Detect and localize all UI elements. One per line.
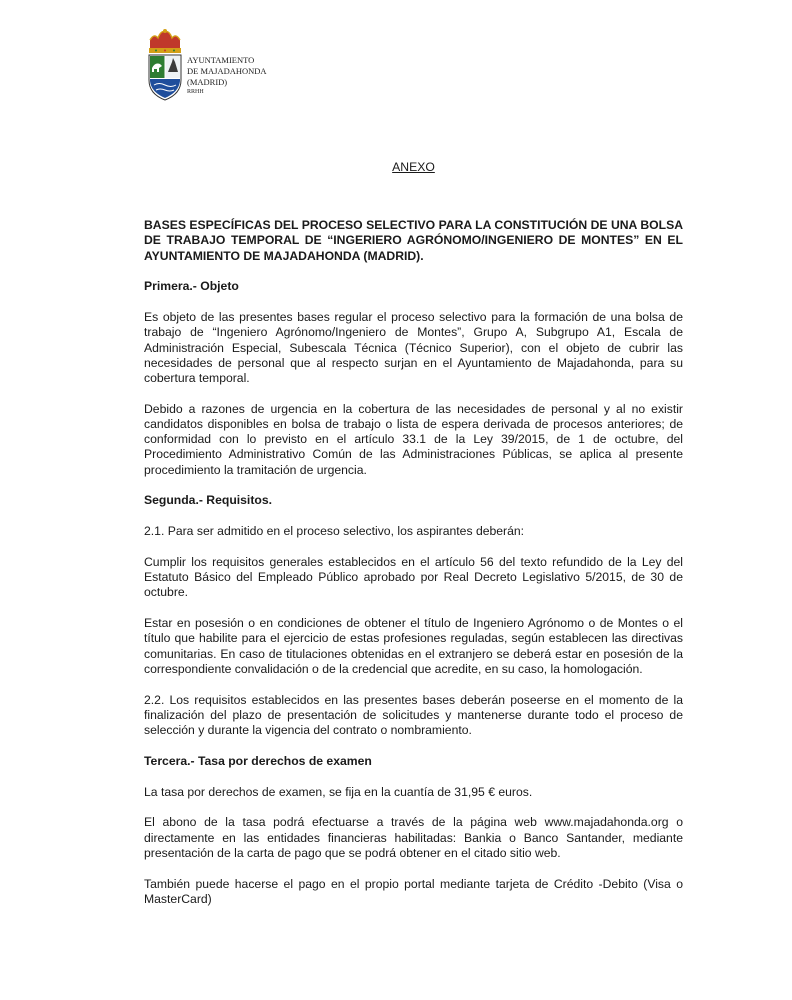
paragraph: 2.1. Para ser admitido en el proceso selectivo, los aspirantes deberán: (144, 524, 525, 539)
annex-label: ANEXO (392, 160, 435, 174)
letterhead (146, 28, 346, 104)
org-line-2: DE MAJADAHONDA (187, 66, 267, 76)
paragraph: Cumplir los requisitos generales establecidos en el artículo 56 del texto refundido de la Ley del Estatuto Básico del Empleado Público aprobado por Real Decreto Legislativo 5/2015, de 30 de octubre. (144, 555, 683, 600)
org-line-1: AYUNTAMIENTO (187, 55, 255, 65)
paragraph: 2.2. Los requisitos establecidos en las presentes bases deberán poseerse en el momento de la finalización del plazo de presentación de solicitudes y mantenerse durante todo el proceso de selección y durante la vigencia del contrato o nombramiento. (144, 692, 683, 738)
paragraph: La tasa por derechos de examen, se fija en la cuantía de 31,95 € euros. (144, 784, 533, 799)
document-title: BASES ESPECÍFICAS DEL PROCESO SELECTIVO PARA LA CONSTITUCIÓN DE UNA BOLSA DE TRABAJO TEMPORAL DE “INGERIERO AGRÓNOMO/INGENIERO DE MONTES” EN EL AYUNTAMIENTO DE MAJADAHONDA (MADRID). (144, 218, 683, 263)
paragraph: Estar en posesión o en condiciones de obtener el título de Ingeniero Agrónomo o de Montes o el título que habilite para el ejercicio de estas profesiones reguladas, según establecen las directivas comunitarias. En caso de titulaciones obtenidas en el extranjero se deberá estar en posesión de la correspondiente convalidación o de la credencial que acredite, en su caso, la homologación. (144, 616, 683, 676)
department-label: RRHH (187, 89, 204, 95)
section-heading-tasa: Tercera.- Tasa por derechos de examen (144, 753, 372, 768)
document-body (144, 160, 683, 907)
section-heading-objeto: Primera.- Objeto (144, 279, 239, 294)
coat-of-arms-icon (146, 28, 184, 102)
paragraph: También puede hacerse el pago en el propio portal mediante tarjeta de Crédito -Debito (Visa o MasterCard) (144, 876, 683, 906)
section-heading-requisitos: Segunda.- Requisitos. (144, 493, 272, 508)
paragraph: Debido a razones de urgencia en la cobertura de las necesidades de personal y al no existir candidatos disponibles en bolsa de trabajo o lista de espera derivada de procesos anteriores; de conformidad con lo previsto en el artículo 33.1 de la Ley 39/2015, de 1 de octubre, del Procedimiento Administrativo Común de las Administraciones Públicas, se aplica al presente procedimiento la tramitación de urgencia. (144, 401, 683, 477)
paragraph: Es objeto de las presentes bases regular el proceso selectivo para la formación de una bolsa de trabajo de “Ingeniero Agrónomo/Ingeniero de Montes”, Grupo A, Subgrupo A1, Escala de Administración Especial, Subescala Técnica (Técnico Superior), con el objeto de cubrir las necesidades de personal que al respecto surjan en el Ayuntamiento de Majadahonda, para su cobertura temporal. (144, 310, 683, 386)
organization-name (187, 55, 267, 97)
paragraph: El abono de la tasa podrá efectuarse a través de la página web www.majadahonda.org o directamente en las entidades financieras habilitadas: Bankia o Banco Santander, mediante presentación de la carta de pago que se podrá obtener en el citado sitio web. (144, 815, 683, 860)
org-line-3: (MADRID) (187, 77, 228, 87)
